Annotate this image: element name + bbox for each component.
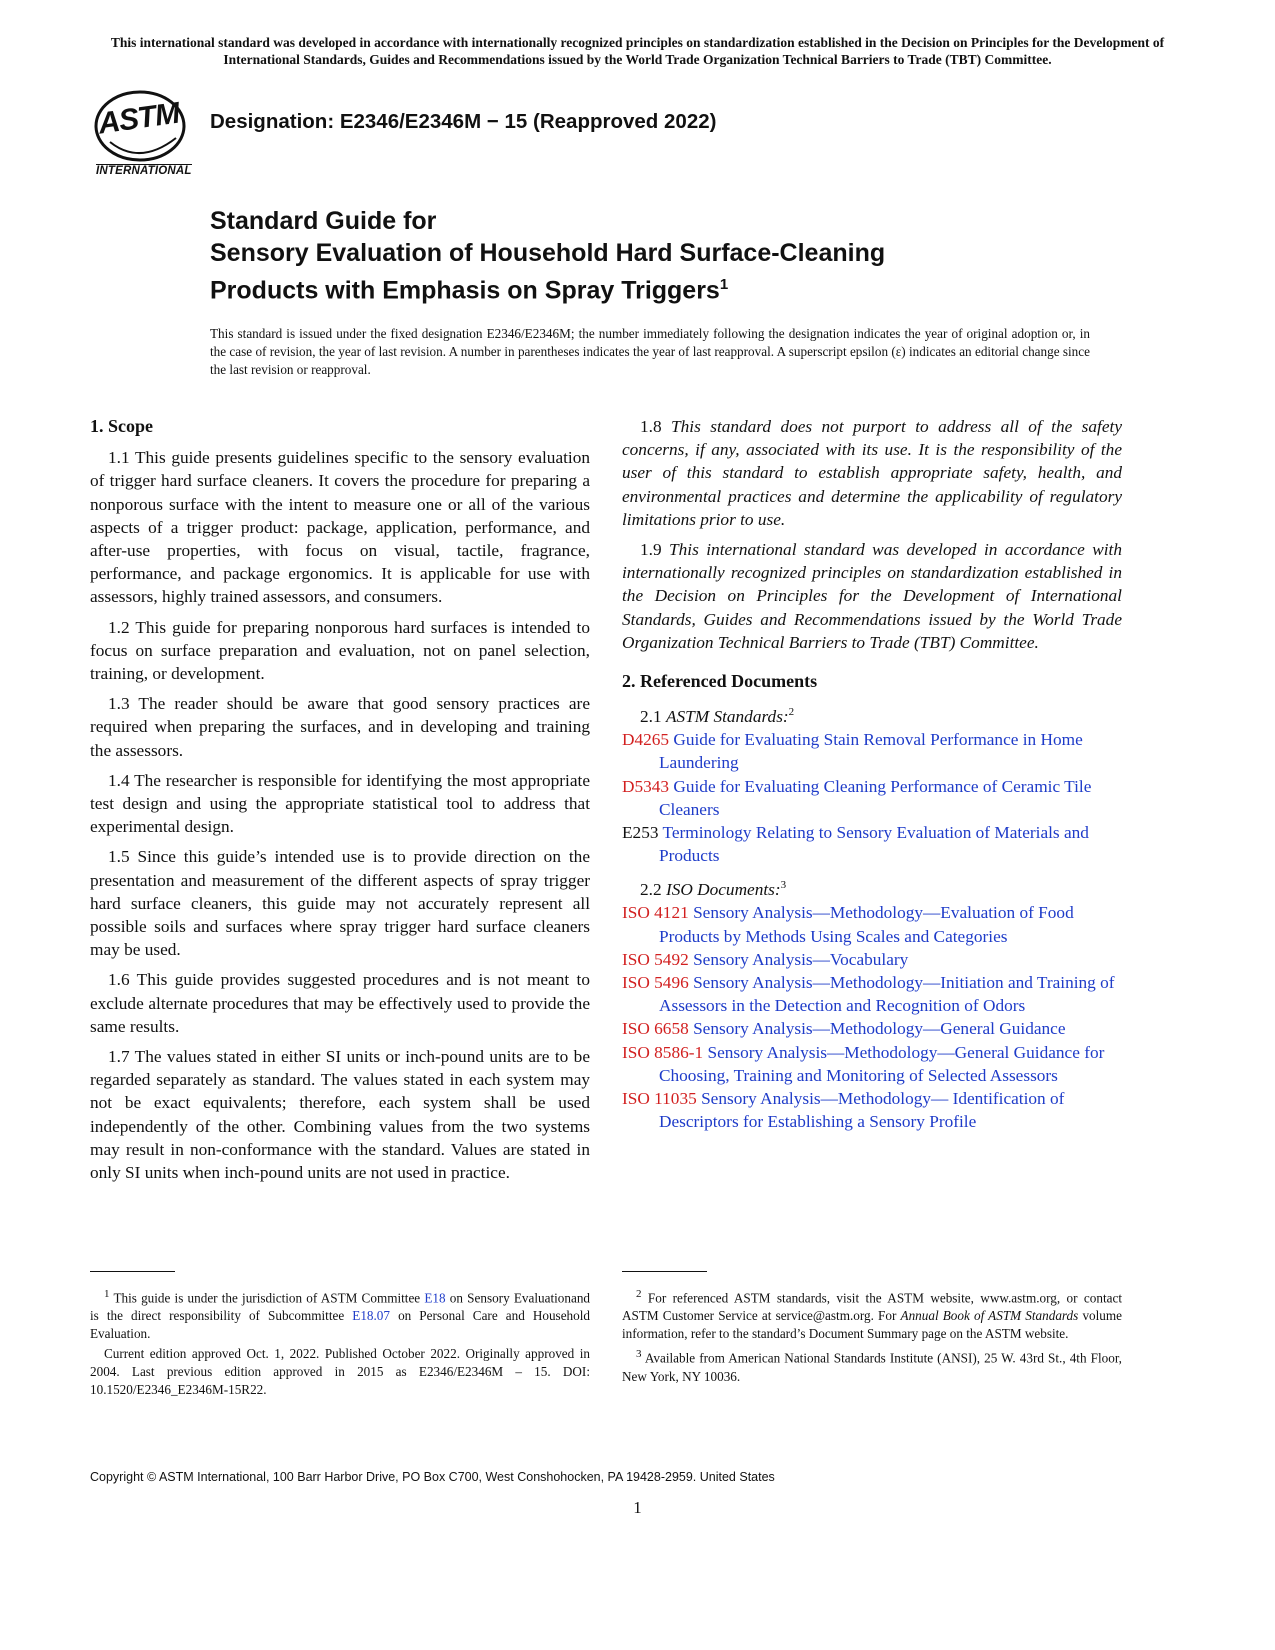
iso-documents-label (622, 874, 1122, 901)
reference-item[interactable] (622, 901, 1122, 947)
right-column (622, 415, 1122, 1133)
scope-para-1-1: 1.1 This guide presents guidelines specific to the sensory evaluation of trigger hard surface cleaners. It covers the procedure for preparing a nonporous surface with the intent to measure one or all of the various aspects of a trigger product: package, application, performance, and after-use properties, with focus on visual, tactile, fragrance, performance, and package ergonomics. It is applicable for use with assessors, highly trained assessors, and consumers. (90, 448, 590, 607)
scope-para-1-7: 1.7 The values stated in either SI units or inch-pound units are to be regarded separately as standard. The values stated in each system may not be exact equivalents; therefore, each system shall be used independently of the other. Combining values from the two systems may result in non-conformance with the standard. Values are stated in only SI units when inch-pound units are not used in practice. (90, 1047, 590, 1183)
reference-code[interactable]: ISO 6658 (622, 1019, 689, 1039)
reference-code[interactable]: ISO 5492 (622, 949, 689, 969)
reference-title-link[interactable]: Sensory Analysis—Methodology—General Guidance (693, 1019, 1066, 1039)
footnote-italic: Annual Book of ASTM Standards (900, 1308, 1079, 1324)
para-number: 1.9 (640, 540, 662, 560)
reference-title-link[interactable]: Sensory Analysis—Methodology— Identification of Descriptors for Establishing a Sensory Profile (659, 1089, 1065, 1132)
reference-code: E253 (622, 823, 659, 843)
reference-item[interactable] (622, 1041, 1122, 1087)
footnote-text: on Sensory Evaluationand is the direct responsibility of Subcommittee (90, 1290, 591, 1324)
scope-para-1-8 (622, 415, 1122, 531)
document-title (210, 205, 885, 306)
subcommittee-link[interactable]: E18.07 (352, 1308, 390, 1324)
label-text: ASTM Standards: (665, 707, 789, 726)
scope-para-1-3: 1.3 The reader should be aware that good sensory practices are required when preparing the surfaces, and in developing and training the assessors. (90, 694, 590, 760)
title-line-3-text: Products with Emphasis on Spray Triggers (210, 276, 720, 305)
reference-title-link[interactable]: Guide for Evaluating Stain Removal Performance in Home Laundering (659, 730, 1083, 773)
reference-code[interactable]: ISO 5496 (622, 973, 689, 992)
footnote-mark: 1 (104, 1288, 110, 1300)
footnote-text: Available from American National Standards Institute (ANSI), 25 W. 43rd St., 4th Floor, New York, NY 10036. (622, 1350, 1122, 1384)
footnote-mark: 3 (636, 1348, 642, 1361)
designation: Designation: E2346/E2346M − 15 (Reapproved 2022) (210, 110, 717, 133)
reference-item[interactable] (622, 821, 1122, 867)
title-line-3 (210, 269, 885, 306)
footnotes-left (90, 1285, 590, 1401)
logo-letters: ASTM (96, 96, 182, 141)
reference-title-link[interactable]: Sensory Analysis—Vocabulary (693, 949, 909, 969)
footnote-3 (622, 1345, 1122, 1385)
footnote-text: This guide is under the jurisdiction of ASTM Committee (113, 1290, 421, 1306)
logo-caption: INTERNATIONAL (96, 165, 192, 177)
scope-para-1-2: 1.2 This guide for preparing nonporous hard surfaces is intended to focus on surface preparation and evaluation, not on panel selection, training, or development. (90, 617, 590, 684)
reference-item[interactable] (622, 728, 1122, 774)
referenced-documents-heading: 2. Referenced Documents (622, 671, 818, 692)
footnote-edition: Current edition approved Oct. 1, 2022. Published October 2022. Originally approved in 2004. Last previous edition approved in 2015 as E2346/E2346M – 15. DOI: 10.1520/E2346_E2346M-15R22. (90, 1346, 590, 1398)
reference-code[interactable]: D4265 (622, 730, 670, 750)
footnote-rule (90, 1271, 175, 1272)
copyright: Copyright © ASTM International, 100 Barr Harbor Drive, PO Box C700, West Conshohocken, PA 19428-2959. United States (90, 1470, 775, 1484)
left-column (90, 415, 590, 1191)
scope-para-1-5: 1.5 Since this guide’s intended use is to provide direction on the presentation and measurement of the different aspects of spray trigger hard surface cleaners, this guide may not accurately represent all possible soils and surfaces where spray trigger hard surface cleaners may be used. (90, 847, 590, 960)
para-number: 1.8 (640, 417, 662, 436)
footnote-text: volume information, refer to the standard’s Document Summary page on the ASTM website. (622, 1308, 1122, 1342)
footnote-mark: 2 (788, 706, 795, 719)
footnote-mark: 2 (636, 1288, 642, 1300)
reference-code[interactable]: ISO 4121 (622, 903, 689, 923)
reference-item[interactable] (622, 971, 1122, 1017)
reference-code[interactable]: ISO 8586-1 (622, 1042, 704, 1062)
reference-code[interactable]: ISO 11035 (622, 1089, 697, 1109)
label-number: 2.2 (640, 880, 662, 900)
safety-statement: This standard does not purport to address all of the safety concerns, if any, associated with its use. It is the responsibility of the user of this standard to establish appropriate safety, health, and environmental practices and determine the applicability of regulatory limitations prior to use. (622, 417, 1122, 529)
footnote-rule (622, 1271, 707, 1272)
title-line-2: Sensory Evaluation of Household Hard Surface-Cleaning (210, 239, 886, 267)
astm-standards-label (622, 701, 1122, 728)
footnote-text: For referenced ASTM standards, visit the ASTM website, www.astm.org, or contact ASTM Customer Service at service@astm.org. For (622, 1290, 1122, 1324)
reference-code[interactable]: D5343 (622, 776, 670, 796)
reference-item[interactable] (622, 1017, 1122, 1040)
label-number: 2.1 (640, 707, 662, 726)
title-line-1: Standard Guide for (210, 207, 437, 235)
label-text: ISO Documents: (665, 880, 781, 900)
footnote-1 (90, 1285, 590, 1343)
scope-para-1-4: 1.4 The researcher is responsible for identifying the most appropriate test design and using the appropriate statistical tool to address that experimental design. (90, 770, 590, 837)
reference-item[interactable] (622, 948, 1122, 971)
scope-heading: 1. Scope (90, 416, 153, 436)
committee-link[interactable]: E18 (424, 1290, 446, 1306)
reference-title-link[interactable]: Sensory Analysis—Methodology—Evaluation of Food Products by Methods Using Scales and Categories (659, 903, 1074, 946)
reference-title-link[interactable]: Terminology Relating to Sensory Evaluation of Materials and Products (659, 823, 1089, 866)
reference-item[interactable] (622, 1087, 1122, 1133)
footnote-mark: 3 (780, 879, 787, 892)
title-footnote-mark: 1 (719, 276, 729, 293)
reference-title-link[interactable]: Guide for Evaluating Cleaning Performance of Ceramic Tile Cleaners (659, 776, 1092, 819)
header-notice: This international standard was developed in accordance with internationally recognized principles on standardization established in the Decision on Principles for the Development of International Standards, Guides and Recommendations issued by the World Trade Organization Technical Barriers to Trade (TBT) Committee. (110, 35, 1165, 67)
scope-para-1-9 (622, 538, 1122, 654)
reference-title-link[interactable]: Sensory Analysis—Methodology—General Guidance for Choosing, Training and Monitoring of Selected Assessors (659, 1042, 1105, 1085)
wto-statement: This international standard was developed in accordance with internationally recognized principles on standardization established in the Decision on Principles for the Development of International Standards, Guides and Recommendations issued by the World Trade Organization Technical Barriers to Trade (TBT) Committee. (622, 540, 1122, 652)
reference-title-link[interactable]: Sensory Analysis—Methodology—Initiation and Training of Assessors in the Detection and Recognition of Odors (659, 973, 1115, 1016)
page-number: 1 (633, 1498, 642, 1517)
scope-para-1-6: 1.6 This guide provides suggested procedures and is not meant to exclude alternate procedures that may be effectively used to provide the same results. (90, 970, 590, 1036)
footnote-2 (622, 1285, 1122, 1343)
issue-note: This standard is issued under the fixed designation E2346/E2346M; the number immediately following the designation indicates the year of original adoption or, in the case of revision, the year of last revision. A number in parentheses indicates the year of last reapproval. A superscript epsilon (ε) indicates an editorial change since the last revision or reapproval. (210, 326, 1090, 377)
footnotes-right (622, 1285, 1122, 1388)
footnote-text: on Personal Care and Household Evaluation. (90, 1308, 590, 1342)
reference-item[interactable] (622, 775, 1122, 821)
